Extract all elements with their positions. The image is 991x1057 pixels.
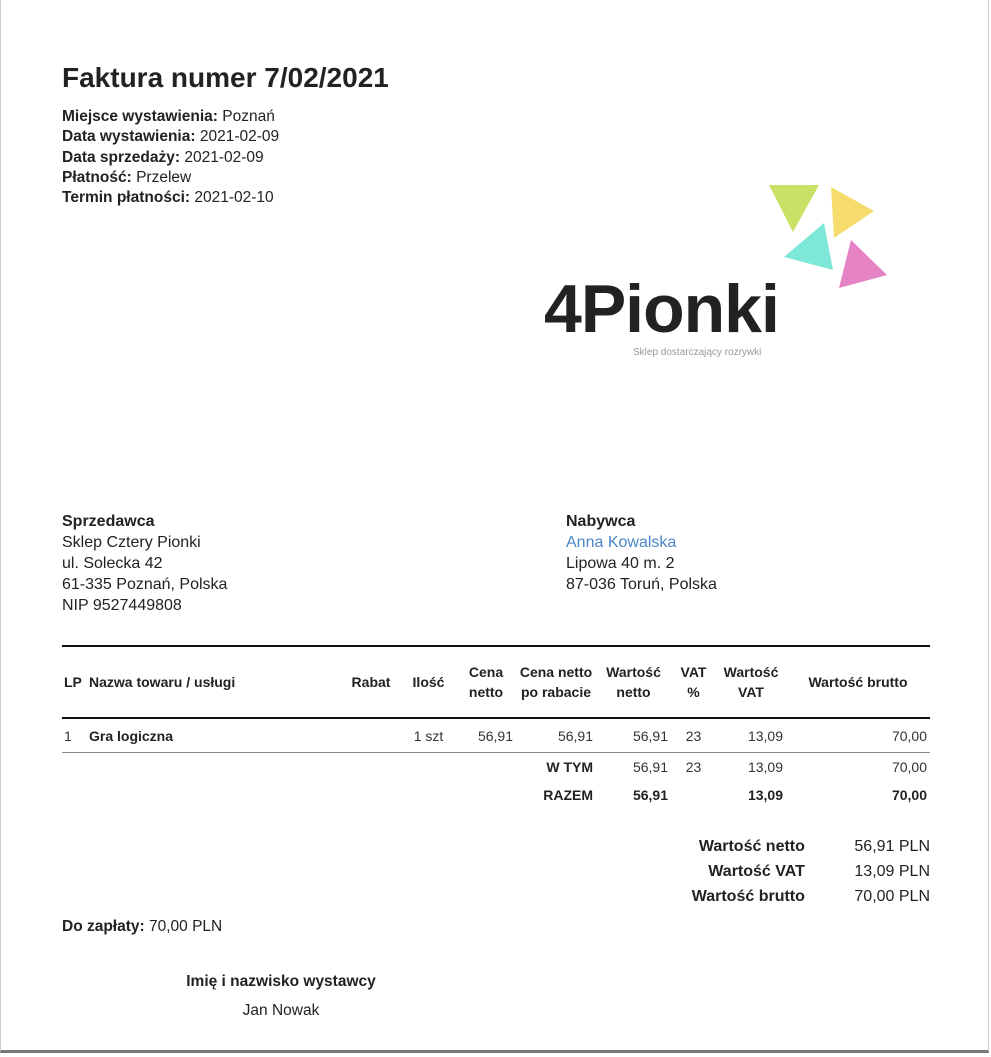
seller-nip: NIP 9527449808 [62, 597, 182, 614]
seller-name: Sklep Cztery Pionki [62, 534, 201, 551]
invoice-meta [62, 107, 279, 208]
seller-street: ul. Solecka 42 [62, 555, 163, 572]
meta-place: Miejsce wystawienia: Poznań [62, 108, 275, 125]
col-net: Wartość netto [606, 664, 661, 700]
col-price: Cena netto [468, 664, 504, 700]
summary-row-razem: RAZEM 56,91 13,09 70,00 [543, 787, 927, 803]
seller-heading: Sprzedawca [62, 513, 155, 530]
col-vat-pct: VAT % [680, 664, 707, 700]
total-net: Wartość netto 56,91 PLN [698, 838, 930, 855]
items-table [62, 645, 930, 809]
col-lp: LP [64, 674, 82, 690]
company-logo [541, 175, 901, 365]
col-vat: Wartość VAT [723, 664, 779, 700]
meta-issue-date: Data wystawienia: 2021-02-09 [62, 128, 280, 146]
col-gross: Wartość brutto [808, 674, 908, 690]
totals-block [601, 834, 930, 909]
table-header [62, 646, 930, 718]
col-name: Nazwa towaru / usługi [89, 674, 236, 690]
meta-payment: Płatność: Przelew [62, 168, 192, 186]
seller-city: 61-335 Poznań, Polska [62, 576, 228, 593]
col-qty: Ilość [412, 674, 445, 690]
col-price-discounted: Cena netto po rabacie [519, 664, 593, 700]
signature-block [161, 967, 401, 1025]
buyer-name-link[interactable]: Anna Kowalska [566, 534, 677, 551]
invoice-title: Faktura numer 7/02/2021 [62, 62, 389, 93]
meta-sale-date: Data sprzedaży: 2021-02-09 [62, 148, 264, 166]
total-gross: Wartość brutto 70,00 PLN [691, 888, 930, 905]
svg-text:Sklep dostarczający rozrywki: Sklep dostarczający rozrywki [633, 347, 762, 358]
amount-due: Do zapłaty: 70,00 PLN [62, 918, 223, 935]
seller-block [62, 511, 227, 616]
signature-label: Imię i nazwisko wystawcy [186, 973, 376, 990]
signature-name: Jan Nowak [242, 1002, 320, 1019]
buyer-street: Lipowa 40 m. 2 [566, 555, 675, 572]
table-row: 1 Gra logiczna 1 szt 56,91 56,91 56,91 23 13,09 70,00 [62, 718, 930, 753]
svg-text:4Pionki: 4Pionki [544, 271, 779, 347]
buyer-block [566, 511, 717, 595]
buyer-heading: Nabywca [566, 513, 636, 530]
item-name-link[interactable]: Gra logiczna [89, 727, 174, 744]
col-discount: Rabat [351, 674, 391, 690]
buyer-city: 87-036 Toruń, Polska [566, 576, 717, 593]
meta-due-date: Termin płatności: 2021-02-10 [62, 189, 274, 207]
summary-row-w-tym: W TYM 56,91 23 13,09 70,00 [546, 759, 927, 775]
total-vat: Wartość VAT 13,09 PLN [708, 863, 930, 880]
